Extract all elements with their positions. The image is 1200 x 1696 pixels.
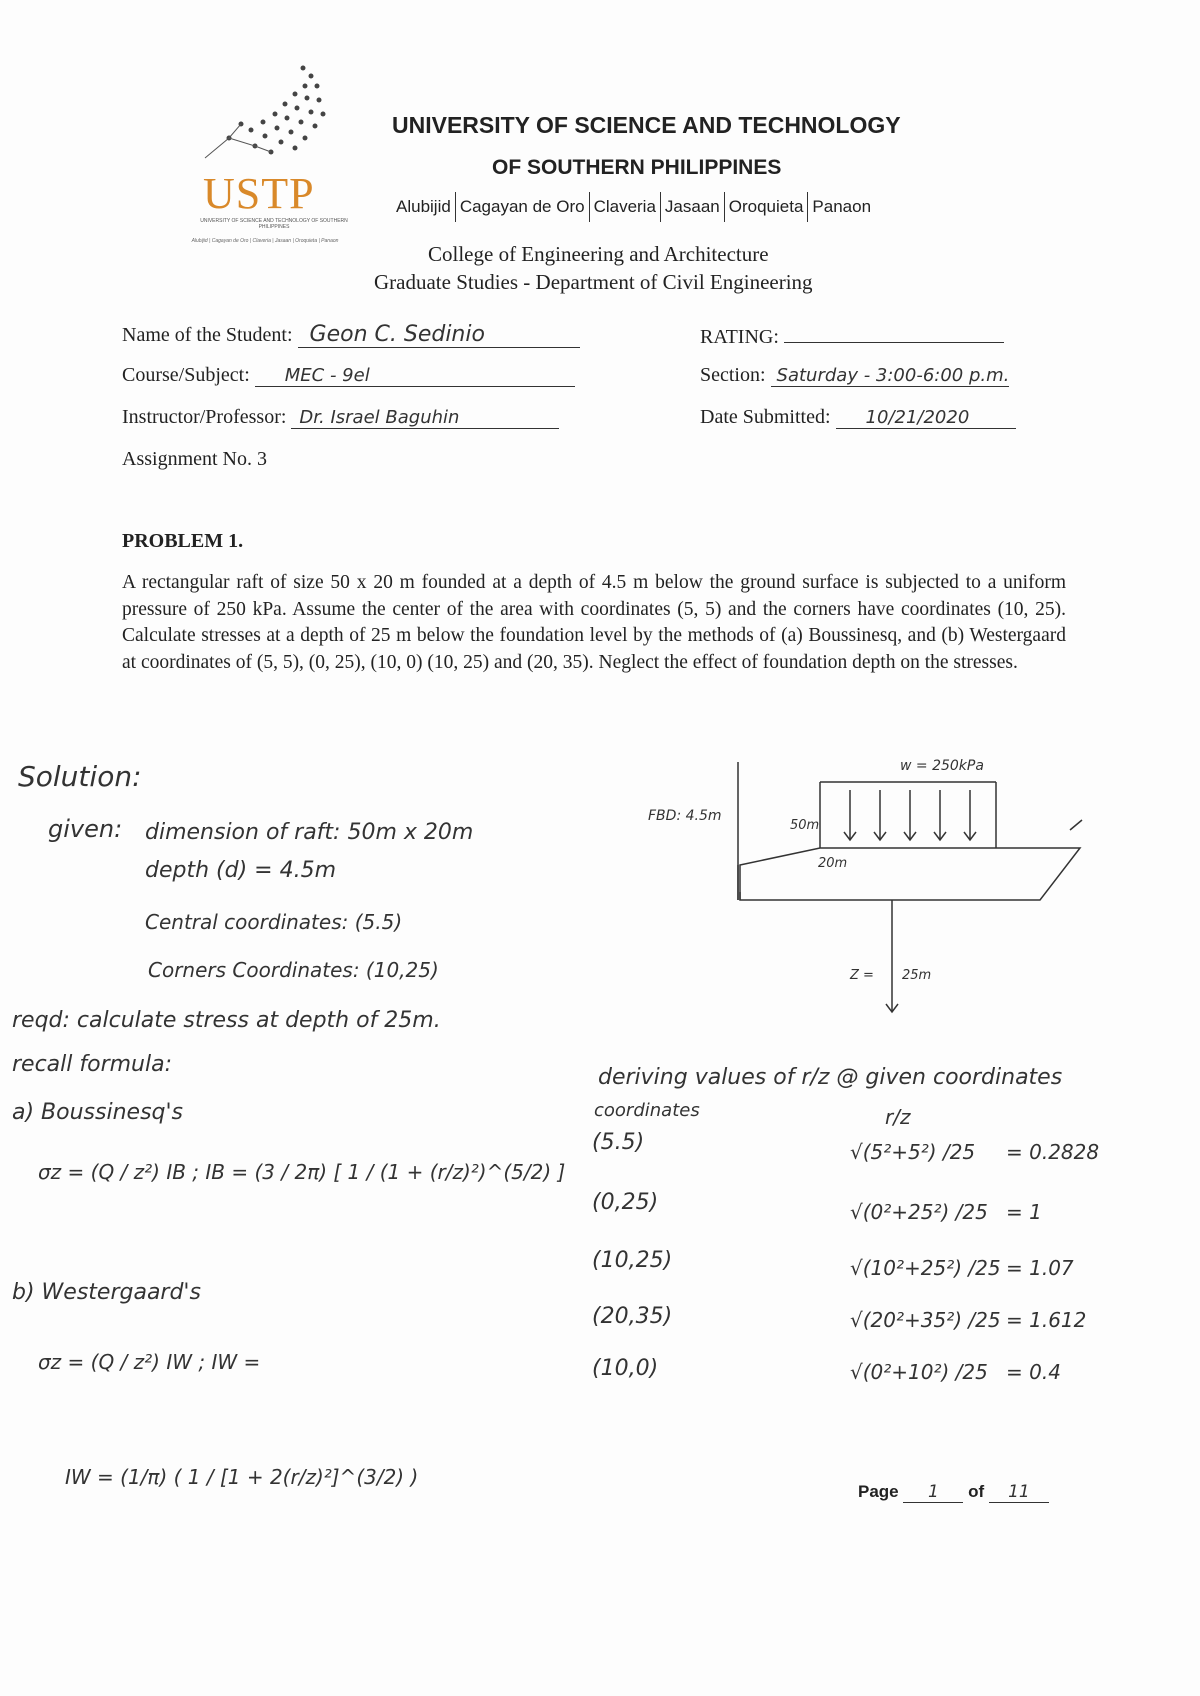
derive-expr: √(5²+5²) /25 (850, 1140, 976, 1164)
given-label: given: (48, 815, 123, 843)
page-of-label: of (968, 1482, 985, 1501)
department-name: Graduate Studies - Department of Civil Engineering (374, 270, 813, 294)
logo-campuses: Alubijid | Cagayan de Oro | Claveria | Jasaan | Oroquieta | Panaon (191, 238, 339, 244)
university-logo (185, 60, 355, 250)
rating-value (784, 322, 1004, 343)
derive-value: = 0.4 (1006, 1360, 1061, 1384)
university-name-line1: UNIVERSITY OF SCIENCE AND TECHNOLOGY (392, 112, 901, 138)
fbd-length: 50m (790, 818, 820, 833)
rating-field (700, 322, 1004, 349)
page-total: 11 (989, 1482, 1049, 1503)
fbd-width: 20m (818, 856, 848, 871)
course-label: Course/Subject: (122, 364, 250, 386)
logo-subtext: UNIVERSITY OF SCIENCE AND TECHNOLOGY OF SOUTHERN PHILIPPINES (200, 218, 348, 230)
campus-2: Claveria (593, 197, 656, 216)
student-field (122, 322, 580, 348)
derive-value: = 1.07 (1006, 1256, 1074, 1280)
campus-3: Jasaan (664, 197, 720, 216)
fbd-diagram (640, 740, 1100, 1020)
section-value: Saturday - 3:00-6:00 p.m. (771, 365, 1010, 387)
instructor-value: Dr. Israel Baguhin (291, 407, 559, 429)
course-field (122, 364, 575, 387)
logo-text: USTP (203, 169, 315, 218)
campus-5: Panaon (812, 197, 872, 216)
campus-1: Cagayan de Oro (459, 197, 585, 216)
student-label: Name of the Student: (122, 324, 293, 346)
section-label: Section: (700, 364, 766, 386)
page-current: 1 (903, 1482, 963, 1503)
page-label: Page (858, 1482, 899, 1501)
derive-coord: (5.5) (592, 1130, 645, 1155)
problem-text: A rectangular raft of size 50 x 20 m founded at a depth of 4.5 m below the ground surface is subjected to a uniform pressure of 250 kPa. Assume the center of the area with coordinates (5, 5) and the corners have coordinates (10, 25). Calculate stresses at a depth of 25 m below the foundation level by the methods of (a) Boussinesq, and (b) Westergaard at coordinates of (5, 5), (0, 25), (10, 0) (10, 25) and (20, 35). Neglect the effect of foundation depth on the stresses. (122, 572, 1066, 673)
college-name: College of Engineering and Architecture (428, 242, 769, 266)
given-line-2: depth (d) = 4.5m (145, 858, 336, 883)
date-value: 10/21/2020 (836, 407, 1016, 429)
derive-value: = 1 (1006, 1200, 1042, 1224)
rating-label: RATING: (700, 326, 779, 348)
university-name-line2: OF SOUTHERN PHILIPPINES (492, 156, 782, 179)
derive-col-rz: r/z (885, 1105, 911, 1129)
boussinesq-label: a) Boussinesq's (12, 1100, 184, 1125)
westergaard-label: b) Westergaard's (12, 1280, 201, 1305)
derive-expr: √(20²+35²) /25 (850, 1308, 1001, 1332)
date-field (700, 406, 1016, 429)
derive-col-coordinates: coordinates (594, 1100, 700, 1121)
derive-coord: (20,35) (592, 1304, 673, 1329)
assignment-number: Assignment No. 3 (122, 448, 267, 470)
derive-value: = 0.2828 (1006, 1140, 1100, 1164)
instructor-label: Instructor/Professor: (122, 406, 287, 428)
date-label: Date Submitted: (700, 406, 831, 428)
campus-0: Alubijid (396, 197, 451, 216)
derive-expr: √(0²+25²) /25 (850, 1200, 988, 1224)
westergaard-formula: σz = (Q / z²) IW ; IW = (38, 1350, 261, 1374)
campus-4: Oroquieta (728, 197, 804, 216)
recall-line: recall formula: (12, 1052, 173, 1077)
boussinesq-formula: σz = (Q / z²) IB ; IB = (3 / 2π) [ 1 / (1 + (r/z)²)^(5/2) ] (38, 1160, 566, 1184)
derive-expr: √(0²+10²) /25 (850, 1360, 988, 1384)
given-line-4: Corners Coordinates: (10,25) (148, 958, 439, 982)
iw-formula: IW = (1/π) ( 1 / [1 + 2(r/z)²]^(3/2) ) (65, 1465, 419, 1489)
section-field (700, 364, 1009, 387)
instructor-field (122, 406, 559, 429)
given-line-3: Central coordinates: (5.5) (145, 910, 403, 934)
fbd-z-value: 25m (902, 968, 932, 983)
page-number (858, 1482, 1049, 1503)
reqd-line: reqd: calculate stress at depth of 25m. (12, 1008, 441, 1033)
derive-value: = 1.612 (1006, 1308, 1087, 1332)
fbd-label: FBD: 4.5m (648, 808, 722, 824)
derive-coord: (0,25) (592, 1190, 659, 1215)
derive-coord: (10,0) (592, 1356, 659, 1381)
derive-heading: deriving values of r/z @ given coordinates (598, 1065, 1063, 1090)
fbd-z-label: Z = (850, 968, 874, 983)
given-line-1: dimension of raft: 50m x 20m (145, 820, 474, 845)
solution-heading: Solution: (18, 760, 142, 793)
course-value: MEC - 9el (255, 365, 575, 387)
derive-coord: (10,25) (592, 1248, 673, 1273)
derive-expr: √(10²+25²) /25 (850, 1256, 1001, 1280)
student-value: Geon C. Sedinio (298, 322, 580, 348)
campus-list (396, 192, 871, 222)
problem-title: PROBLEM 1. (122, 530, 244, 552)
logo-network-graphic (185, 60, 355, 170)
fbd-load: w = 250kPa (900, 758, 984, 774)
